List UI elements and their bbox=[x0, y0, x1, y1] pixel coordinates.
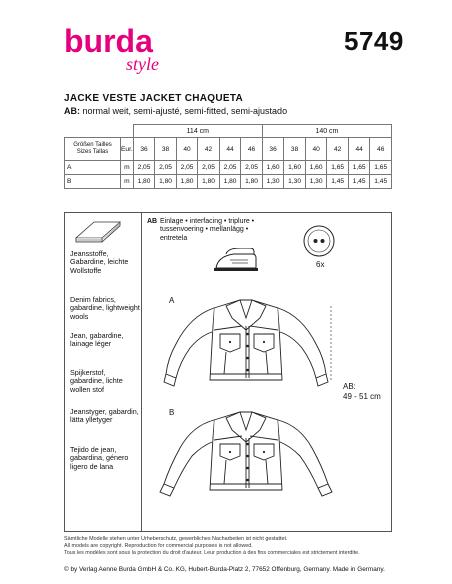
fit-description bbox=[64, 106, 287, 116]
value-cell: 1,80 bbox=[133, 175, 155, 189]
size-cell: 46 bbox=[241, 138, 263, 161]
value-cell: 1,30 bbox=[305, 175, 327, 189]
value-cell: 1,45 bbox=[370, 175, 392, 189]
size-header-row bbox=[65, 138, 392, 161]
size-cell: 46 bbox=[370, 138, 392, 161]
fabric-list-fr: Jean, gabardine, lainage léger bbox=[70, 331, 124, 349]
size-cell: 44 bbox=[219, 138, 241, 161]
value-cell: 1,65 bbox=[370, 161, 392, 175]
logo-wordmark: burda bbox=[64, 23, 153, 59]
value-cell: 2,05 bbox=[133, 161, 155, 175]
value-cell: 2,05 bbox=[198, 161, 220, 175]
value-cell: 1,30 bbox=[262, 175, 284, 189]
view-cell: A bbox=[65, 161, 121, 175]
fabric-requirements-table bbox=[64, 124, 392, 189]
interfacing-views-label: AB bbox=[147, 218, 158, 225]
size-cell: 42 bbox=[198, 138, 220, 161]
finished-length-value: 49 - 51 cm bbox=[343, 392, 381, 401]
value-cell: 1,65 bbox=[327, 161, 349, 175]
logo-subtitle: style bbox=[126, 54, 159, 74]
value-cell: 1,80 bbox=[155, 175, 177, 189]
copyright-notice: © by Verlag Aenne Burda GmbH & Co. KG, Hubert-Burda-Platz 2, 77652 Offenburg, Germany. Made in Germany. bbox=[64, 566, 385, 573]
fabric-list-en: Denim fabrics, gabardine, lightweight wools bbox=[70, 295, 140, 321]
value-cell: 1,45 bbox=[327, 175, 349, 189]
pattern-number: 5749 bbox=[344, 26, 404, 56]
fit-label: AB: bbox=[64, 106, 80, 116]
fabric-list-es: Tejido de jean, gabardina, género ligero de lana bbox=[70, 445, 129, 471]
value-cell: 1,60 bbox=[284, 161, 306, 175]
size-cell: 36 bbox=[133, 138, 155, 161]
value-cell: 1,80 bbox=[198, 175, 220, 189]
size-cell: 40 bbox=[176, 138, 198, 161]
value-cell: 2,05 bbox=[176, 161, 198, 175]
fit-text: normal weit, semi-ajusté, semi-fitted, semi-ajustado bbox=[80, 106, 288, 116]
size-cell: 38 bbox=[284, 138, 306, 161]
interfacing-text: Einlage • interfacing • triplure • tussenvoering • mellanlägg • entretela bbox=[160, 218, 255, 242]
button-quantity: 6x bbox=[316, 260, 325, 269]
finished-length bbox=[343, 382, 381, 402]
jacket-view-a-illustration bbox=[156, 296, 336, 400]
value-cell: 1,80 bbox=[241, 175, 263, 189]
sizes-label: Größen Tailles Sizes Tallas bbox=[65, 138, 121, 161]
view-b-label: B bbox=[169, 408, 175, 417]
legal-notice-en: All models are copyright. Reproduction for commercial purposes is not allowed. bbox=[64, 543, 253, 549]
value-cell: 1,60 bbox=[305, 161, 327, 175]
finished-length-label: AB: bbox=[343, 382, 356, 391]
eur-label: Eur. bbox=[121, 138, 134, 161]
panel-divider bbox=[141, 212, 142, 532]
value-cell: 1,30 bbox=[284, 175, 306, 189]
fabric-list-sv: Jeanstyger, gabardin, lätta ylletyger bbox=[70, 407, 139, 425]
fabric-width-row bbox=[65, 125, 392, 138]
unit-cell: m bbox=[121, 175, 134, 189]
value-cell: 1,60 bbox=[262, 161, 284, 175]
size-cell: 44 bbox=[348, 138, 370, 161]
value-cell: 2,05 bbox=[155, 161, 177, 175]
pattern-title: JACKE VESTE JACKET CHAQUETA bbox=[64, 93, 244, 104]
size-cell: 42 bbox=[327, 138, 349, 161]
table-row-a bbox=[65, 161, 392, 175]
value-cell: 1,80 bbox=[219, 175, 241, 189]
legal-notice-fr: Tous les modèles sont sous la protection du droit d'auteur. Leur production à des fins commerciales est strictement interdite. bbox=[64, 550, 360, 556]
burda-style-logo bbox=[64, 22, 184, 78]
button-icon bbox=[302, 224, 336, 258]
view-cell: B bbox=[65, 175, 121, 189]
view-a-label: A bbox=[169, 296, 175, 305]
size-cell: 40 bbox=[305, 138, 327, 161]
width-140-header: 140 cm bbox=[262, 125, 391, 138]
value-cell: 1,45 bbox=[348, 175, 370, 189]
iron-icon bbox=[212, 248, 266, 274]
fabric-list-de: Jeansstoffe, Gabardine, leichte Wollstoffe bbox=[70, 249, 129, 275]
jacket-view-b-illustration bbox=[156, 408, 336, 508]
value-cell: 1,65 bbox=[348, 161, 370, 175]
value-cell: 2,05 bbox=[219, 161, 241, 175]
fabric-list-nl: Spijkerstof, gabardine, lichte wollen stof bbox=[70, 368, 123, 394]
unit-cell: m bbox=[121, 161, 134, 175]
value-cell: 2,05 bbox=[241, 161, 263, 175]
legal-notice-de: Sämtliche Modelle stehen unter Urheberschutz, gewerbliches Nacharbeiten ist nicht gestattet. bbox=[64, 536, 288, 542]
value-cell: 1,80 bbox=[176, 175, 198, 189]
size-cell: 36 bbox=[262, 138, 284, 161]
fabric-swatch-icon bbox=[72, 218, 124, 244]
table-row-b bbox=[65, 175, 392, 189]
size-cell: 38 bbox=[155, 138, 177, 161]
width-114-header: 114 cm bbox=[133, 125, 262, 138]
